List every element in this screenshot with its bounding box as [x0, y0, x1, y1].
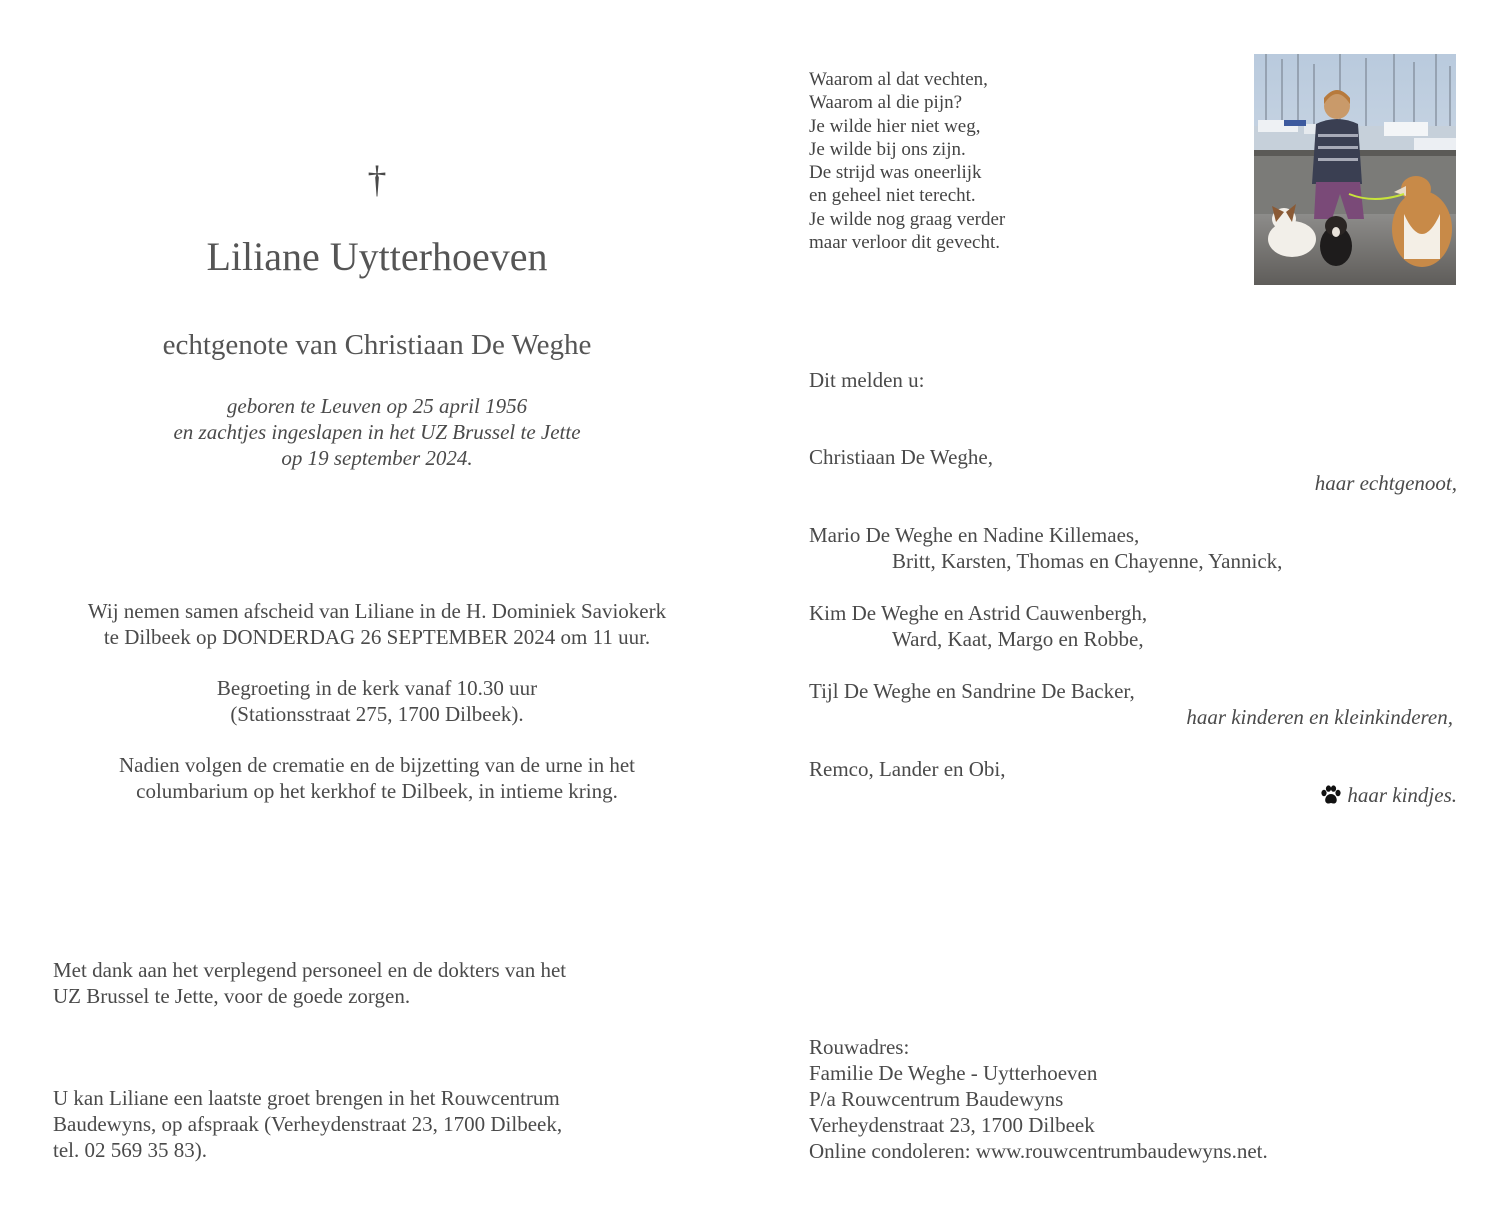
poem	[809, 68, 1005, 254]
paw-icon	[1320, 785, 1342, 805]
family-role: haar kindjes.	[1347, 783, 1457, 807]
announcement-intro: Dit melden u:	[809, 368, 925, 392]
greeting-paragraph	[27, 675, 727, 727]
family-role: haar echtgenoot,	[1314, 471, 1457, 495]
dates-line: op 19 september 2024.	[281, 446, 473, 470]
cremation-line: Nadien volgen de crematie en de bijzetting van de urne in het	[118, 753, 636, 777]
grandchildren: Britt, Karsten, Thomas en Chayenne, Yannick,	[892, 549, 1283, 573]
spouse-line: echtgenote van Christiaan De Weghe	[162, 329, 592, 361]
thanks-line: Met dank aan het verplegend personeel en de dokters van het	[53, 958, 567, 982]
visit-line: tel. 02 569 35 83).	[53, 1138, 207, 1162]
poem-line: Je wilde nog graag verder	[809, 208, 1006, 230]
cross-symbol: †	[367, 159, 387, 201]
thanks-line: UZ Brussel te Jette, voor de goede zorgen.	[53, 984, 411, 1008]
poem-line: Je wilde bij ons zijn.	[809, 138, 966, 160]
family-member: Mario De Weghe en Nadine Killemaes,	[809, 523, 1140, 547]
visit-paragraph	[53, 1085, 693, 1163]
address-line: Familie De Weghe - Uytterhoeven	[809, 1061, 1098, 1085]
family-role-row	[809, 782, 1457, 808]
family-member: Kim De Weghe en Astrid Cauwenbergh,	[809, 601, 1148, 625]
dates-line: en zachtjes ingeslapen in het UZ Brussel te Jette	[173, 420, 581, 444]
poem-line: De strijd was oneerlijk	[809, 162, 982, 184]
thanks-paragraph	[53, 957, 693, 1009]
family-member: Tijl De Weghe en Sandrine De Backer,	[809, 679, 1135, 703]
cremation-line: columbarium op het kerkhof te Dilbeek, in intieme kring.	[136, 779, 618, 803]
address-line: Verheydenstraat 23, 1700 Dilbeek	[809, 1113, 1095, 1137]
greeting-line: Begroeting in de kerk vanaf 10.30 uur	[216, 676, 538, 700]
ceremony-paragraph	[27, 598, 727, 650]
address-line: P/a Rouwcentrum Baudewyns	[809, 1087, 1064, 1111]
poem-line: Waarom al die pijn?	[809, 92, 963, 114]
ceremony-line: te Dilbeek op DONDERDAG 26 SEPTEMBER 2024 om 11 uur.	[103, 625, 651, 649]
poem-line: Je wilde hier niet weg,	[809, 115, 981, 137]
mourning-address	[809, 1034, 1268, 1164]
family-member: Christiaan De Weghe,	[809, 445, 993, 469]
deceased-name: Liliane Uytterhoeven	[206, 234, 548, 279]
birth-death-dates	[77, 393, 677, 471]
family-member: Remco, Lander en Obi,	[809, 757, 1006, 781]
poem-line: Waarom al dat vechten,	[809, 69, 988, 90]
visit-line: Baudewyns, op afspraak (Verheydenstraat 23, 1700 Dilbeek,	[53, 1112, 563, 1136]
poem-line: maar verloor dit gevecht.	[809, 232, 1000, 254]
ceremony-line: Wij nemen samen afscheid van Liliane in de H. Dominiek Saviokerk	[87, 599, 667, 623]
greeting-line: (Stationsstraat 275, 1700 Dilbeek).	[230, 702, 524, 726]
address-line: Rouwadres:	[809, 1035, 910, 1059]
family-role: haar kinderen en kleinkinderen,	[1186, 705, 1453, 729]
grandchildren: Ward, Kaat, Margo en Robbe,	[892, 627, 1144, 651]
family-list	[809, 444, 1457, 808]
memorial-photo	[1254, 54, 1456, 285]
dates-line: geboren te Leuven op 25 april 1956	[226, 394, 528, 418]
visit-line: U kan Liliane een laatste groet brengen in het Rouwcentrum	[53, 1086, 560, 1110]
poem-line: en geheel niet terecht.	[809, 185, 976, 207]
cremation-paragraph	[27, 752, 727, 804]
address-line: Online condoleren: www.rouwcentrumbaudewyns.net.	[809, 1139, 1268, 1163]
